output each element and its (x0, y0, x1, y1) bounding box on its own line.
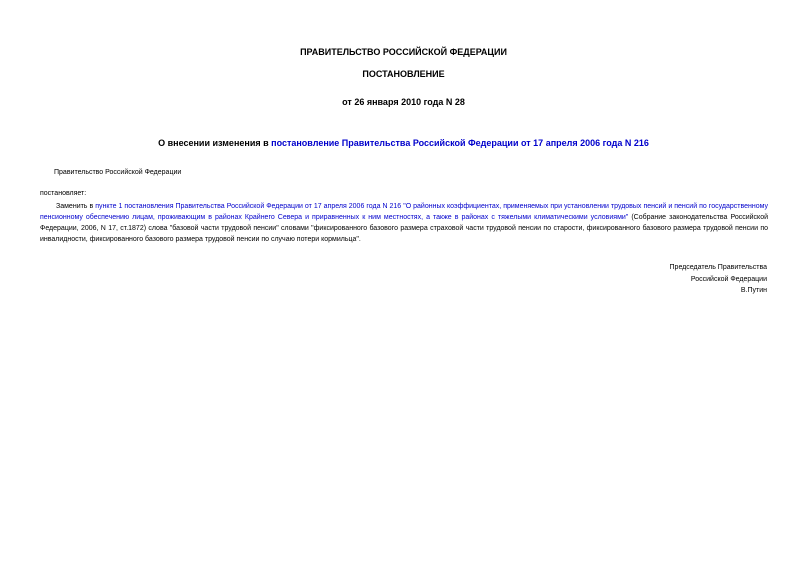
signature-title: Председатель Правительства (669, 264, 767, 271)
decrees-text: постановляет: (40, 190, 87, 197)
body-paragraph (40, 201, 768, 245)
document-title (0, 138, 807, 148)
title-link[interactable]: постановление Правительства Российской Федерации от 17 апреля 2006 года N 216 (271, 138, 649, 148)
date-number-heading: от 26 января 2010 года N 28 (342, 97, 465, 107)
intro-text: Правительство Российской Федерации (54, 169, 182, 176)
body-rest: (Собрание законодательства Российской Федерации, 2006, N 17, ст.1872) слова "базовой части трудовой пенсии" словами "фиксированного базового размера страховой части трудовой пенсии по старости, фиксированного базового размера трудовой пенсии по инвалидности, фиксированного базового размера трудовой пенсии по случаю потери кормильца". (40, 214, 769, 243)
signature-country: Российской Федерации (690, 275, 767, 283)
document-type-heading: ПОСТАНОВЛЕНИЕ (362, 69, 445, 79)
body-link[interactable]: пункте 1 постановления Правительства Российской Федерации от 17 апреля 2006 года N 216 "О районных коэффициентах, применяемых при установлении трудовых пенсий и пенсий по государственному пенсионному обеспечению лицам, проживающим в районах Крайнего Севера и приравненных к ним местностях, а также в районах с тяжелыми климатическими условиями" (40, 203, 768, 221)
government-heading: ПРАВИТЕЛЬСТВО РОССИЙСКОЙ ФЕДЕРАЦИИ (300, 47, 507, 57)
signature-name: В.Путин (740, 287, 767, 294)
signature-block (567, 262, 767, 297)
body-lead: Заменить в (56, 203, 96, 210)
title-prefix: О внесении изменения в (158, 138, 272, 148)
